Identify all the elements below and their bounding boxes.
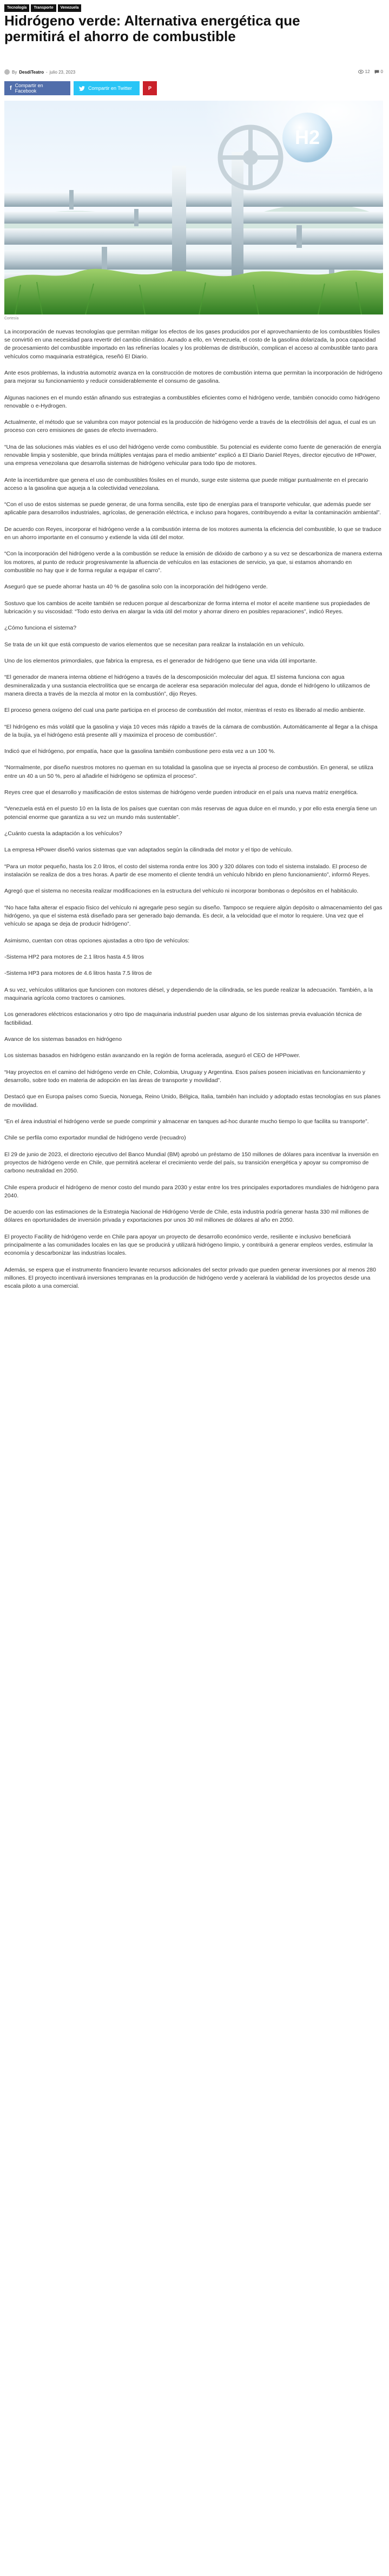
- article-paragraph: Ante la incertidumbre que genera el uso de combustibles fósiles en el mundo, surge este sistema que puede mitigar puntualmente en el precario acceso a la gasolina que aqueja a la colectividad venezolana.: [4, 476, 368, 491]
- article-paragraph: “El hidrógeno es más volátil que la gasolina y viaja 10 veces más rápido a través de la cámara de combustión. Automáticamente al llegar a la chispa de la bujía, ya el hidrógeno está presente allí y maximiza el proceso de combustión”.: [4, 723, 378, 738]
- article-paragraph: La incorporación de nuevas tecnologías que permitan mitigar los efectos de los gases producidos por el aprovechamiento de los combustibles fósiles se convirtió en una necesidad para revertir del cambio climático. Aunado a ello, en Venezuela, el costo de la gasolina dolarizada, la poca capacidad de procesamiento del combustible importado en las refinerías locales y los problemas de distribución, complican el acceso al combustible tanto para vehículos como maquinaria estratégica, reseñó El Diario.: [4, 329, 380, 360]
- article-paragraph: De acuerdo con Reyes, incorporar el hidrógeno verde a la combustión interna de los motores aumenta la eficiencia del combustible, lo que se traduce en un ahorro importante en el consumo y extiende la vida útil del motor.: [4, 526, 381, 541]
- category-tags: [4, 4, 81, 12]
- article-paragraph: El 29 de junio de 2023, el directorio ejecutivo del Banco Mundial (BM) aprobó un préstamo de 150 millones de dólares para incentivar la inversión en proyectos de hidrógeno verde en Chile, que permitirá acelerar el crecimiento verde del país, su transición energética y apoyar su compromiso de carbono neutralidad en 2050.: [4, 1151, 379, 1175]
- author-avatar[interactable]: [4, 69, 10, 75]
- share-twitter-label: Compartir en Twitter: [88, 86, 132, 91]
- comment-icon: [374, 70, 379, 74]
- article-paragraph: Aseguró que se puede ahorrar hasta un 40 % de gasolina solo con la incorporación del hidrógeno verde.: [4, 584, 268, 591]
- article-paragraph: Destacó que en Europa países como Suecia, Noruega, Reino Unido, Bélgica, Italia, también han incluido y adoptado estas tecnologías en sus planes de movilidad.: [4, 1093, 381, 1109]
- by-label: By: [12, 69, 17, 75]
- article-paragraph: La empresa HPower diseñó varios sistemas que van adaptados según la cilindrada del motor y el tipo de vehículo.: [4, 847, 293, 854]
- tag-transporte[interactable]: Transporte: [31, 4, 56, 12]
- article-meta: [4, 68, 383, 76]
- share-pinterest-button[interactable]: [143, 81, 157, 95]
- article-paragraph: “El generador de manera interna obtiene el hidrógeno a través de la descomposición molecular del agua. El sistema funciona con agua desmineralizada y una sustancia electrolítica que se encarga de acelerar esa separación molecular del agua, donde el hidrógeno lo utilizamos de manera directa a través de la mezcla al motor en la combustión”, dijo Reyes.: [4, 674, 370, 697]
- section-heading: Avance de los sistemas basados en hidrógeno: [4, 1035, 122, 1043]
- article-paragraph: Sostuvo que los cambios de aceite también se reducen porque al descarbonizar de forma interna el motor el aceite mantiene sus propiedades de lubricación y su viscosidad: “Todo esto deriva en alargar la vida útil del motor y ahorrar dinero en posibles reparaciones”, indicó Reyes.: [4, 600, 370, 615]
- article-paragraph: Asimismo, cuentan con otras opciones ajustadas a otro tipo de vehículos:: [4, 937, 190, 944]
- comments-counter[interactable]: [374, 69, 383, 74]
- article-paragraph: Indicó que el hidrógeno, por empatía, hace que la gasolina también combustione pero esta vez a un 100 %.: [4, 748, 275, 755]
- section-heading: Chile se perfila como exportador mundial de hidrógeno verde (recuadro): [4, 1135, 186, 1142]
- article-paragraph: El proyecto Facility de hidrógeno verde en Chile para apoyar un proyecto de desarrollo económico verde, resiliente e inclusivo beneficiará principalmente a las comunidades locales en las que se producirá y utilizará hidrógeno limpio, y contribuirá a generar empleos verdes, estimular la economía y descarbonizar las industrias locales.: [4, 1233, 373, 1257]
- article-paragraph: “Normalmente, por diseño nuestros motores no queman en su totalidad la gasolina que se inyecta al proceso de combustión. En general, se utiliza entre un 40 a un 50 %, pero al añadirle el hidrógeno se optimiza el proceso”.: [4, 764, 373, 779]
- article-paragraph: “Hay proyectos en el camino del hidrógeno verde en Chile, Colombia, Uruguay y Argentina. Esos países poseen iniciativas en funcionamiento y desarrollo, sobre todo en materia de adopción en las áreas de transporte y movilidad”.: [4, 1069, 366, 1084]
- tag-venezuela[interactable]: Venezuela: [58, 4, 82, 12]
- pinterest-icon: P: [148, 86, 151, 91]
- article-paragraph: De acuerdo con las estimaciones de la Estrategia Nacional de Hidrógeno Verde de Chile, esta industria podría generar hasta 330 mil millones de dólares en oportunidades de inversión privada y exportaciones por unos 30 mil millones de dólares al año en 2050.: [4, 1209, 369, 1224]
- share-twitter-button[interactable]: [74, 81, 140, 95]
- hero-image: [4, 101, 383, 314]
- share-bar: [4, 81, 157, 95]
- tag-tecnologia[interactable]: Tecnología: [4, 4, 29, 12]
- article-paragraph: Uno de los elementos primordiales, que fabrica la empresa, es el generador de hidrógeno que tiene una vida útil importante.: [4, 657, 317, 664]
- article-paragraph: Algunas naciones en el mundo están afinando sus estrategias a combustibles eficientes como el hidrógeno verde, también conocido como hidrógeno renovable o e-Hydrogen.: [4, 394, 380, 409]
- article-paragraph: Se trata de un kit que está compuesto de varios elementos que se necesitan para realizar la instalación en un vehículo.: [4, 641, 305, 648]
- article-paragraph: “En el área industrial el hidrógeno verde se puede comprimir y almacenar en tanques ad-hoc durante mucho tiempo lo que facilita su transporte”.: [4, 1118, 369, 1125]
- article-paragraph: Además, se espera que el instrumento financiero levante recursos adicionales del sector privado que pueden generar inversiones por al menos 280 millones. El proyecto incentivará inversiones tempranas en la producción de hidrógeno verde y acelerará la viabilidad de los proyectos desde una escala piloto a una comercial.: [4, 1266, 376, 1289]
- article-paragraph: Los sistemas basados en hidrógeno están avanzando en la región de forma acelerada, aseguró el CEO de HPPower.: [4, 1052, 300, 1059]
- article-paragraph: Chile espera producir el hidrógeno de menor costo del mundo para 2030 y estar entre los tres principales exportadores mundiales de hidrógeno para 2040.: [4, 1184, 379, 1199]
- article-paragraph: Agregó que el sistema no necesita realizar modificaciones en la estructura del vehículo ni incorporar bombonas o depósitos en el habitáculo.: [4, 888, 359, 895]
- article-paragraph: Actualmente, el método que se valumbra con mayor potencial es la producción de hidrógeno verde a través de la electrólisis del agua, el cual es un proceso con cero emisiones de gases de efecto invernadero.: [4, 419, 376, 434]
- article-paragraph: A su vez, vehículos utilitarios que funcionen con motores diésel, y dependiendo de la cilindrada, se les puede realizar la adecuación. También, a la maquinaria agrícola como tractores o camiones.: [4, 986, 373, 1001]
- eye-icon: [358, 70, 364, 74]
- publish-date: julio 23, 2023: [49, 69, 76, 75]
- article-paragraph: “No hace falta alterar el espacio físico del vehículo ni agregarle peso según su diseño. Tampoco se requiere algún depósito o almacenamiento del gas hidrógeno, ya que el sistema está diseñado para ser generado bajo demanda. Es decir, a la velocidad que el motor lo requiere. Una vez que el vehículo se apaga se deja de producir hidrógeno”.: [4, 904, 383, 928]
- author-name[interactable]: DesdiTeatro: [19, 69, 44, 75]
- share-facebook-label: Compartir en Facebook: [15, 83, 43, 94]
- article-paragraph: “Para un motor pequeño, hasta los 2.0 litros, el costo del sistema ronda entre los 300 y 320 dólares con todo el sistema instalado. El proceso de instalación se realiza de dos a tres horas. A partir de ese momento el cliente tendrá un vehículo híbrido en pleno funcionamiento”, informó Reyes.: [4, 863, 370, 879]
- meta-separator: -: [45, 69, 48, 75]
- views-counter: [358, 69, 370, 74]
- article-body: [4, 328, 383, 1299]
- facebook-icon: f: [10, 85, 12, 91]
- hydrogen-pipeline-image: [4, 101, 383, 314]
- article-paragraph: Ante esos problemas, la industria automotriz avanza en la construcción de motores de combustión interna que permitan la incorporación de hidrógeno para mejorar su funcionamiento y reducir considerablemente el consumo de gasolina.: [4, 370, 383, 385]
- hero-badge: H2: [294, 126, 320, 148]
- comments-count: 0: [380, 69, 383, 74]
- list-item: -Sistema HP3 para motores de 4.6 litros hasta 7.5 litros de: [4, 970, 152, 977]
- article-paragraph: “Una de las soluciones más viables es el uso del hidrógeno verde como combustible. Su potencial es evidente como fuente de generación de energía renovable limpia y sostenible, que brinda múltiples ventajas para el medio ambiente” explicó a El Diario Daniel Reyes, director ejecutivo de HPower, una empresa venezolana que desarrolla sistemas de hidrógeno vehicular para todo tipo de motores.: [4, 443, 381, 467]
- article-paragraph: “Venezuela está en el puesto 10 en la lista de los países que cuentan con más reservas de agua dulce en el mundo, y por ello esta energía tiene un potencial enorme que garantiza a su vez un mundo más sustentable”.: [4, 805, 377, 821]
- article-paragraph: El proceso genera oxígeno del cual una parte participa en el proceso de combustión del motor, mientras el resto es liberado al medio ambiente.: [4, 707, 366, 714]
- article-paragraph: Los generadores eléctricos estacionarios y otro tipo de maquinaria industrial pueden usar alguno de los sistemas previa evaluación técnica de factibilidad.: [4, 1011, 362, 1026]
- section-heading: ¿Cómo funciona el sistema?: [4, 625, 77, 632]
- views-count: 12: [365, 69, 370, 74]
- twitter-icon: [79, 86, 85, 91]
- article-title: Hidrógeno verde: Alternativa energética que permitirá el ahorro de combustible: [4, 12, 300, 44]
- article-paragraph: “Con el uso de estos sistemas se puede generar, de una forma sencilla, este tipo de energías para el transporte vehicular, que además puede ser aplicable para desarrollos industriales, agrícolas, de generación eléctrica, e incluso para hogares, contribuyendo a evitar la contaminación ambiental”.: [4, 501, 381, 516]
- list-item: -Sistema HP2 para motores de 2.1 litros hasta 4.5 litros: [4, 954, 144, 961]
- article-paragraph: Reyes cree que el desarrollo y masificación de estos sistemas de hidrógeno verde pueden introducir en el país una nueva matriz energética.: [4, 789, 358, 796]
- share-facebook-button[interactable]: [4, 81, 70, 95]
- section-heading: ¿Cuánto cuesta la adaptación a los vehículos?: [4, 830, 122, 837]
- article-paragraph: “Con la incorporación del hidrógeno verde a la combustión se reduce la emisión de dióxido de carbono y a su vez se descarboniza de manera externa los motores, al punto de reducir progresivamente la afluencia de vehículos en las estaciones de servicio, ya que, si estamos ahorrando en combustible no hay que ir de forma regular a equipar el carro”.: [4, 550, 383, 574]
- image-caption: Cortesía: [4, 317, 19, 320]
